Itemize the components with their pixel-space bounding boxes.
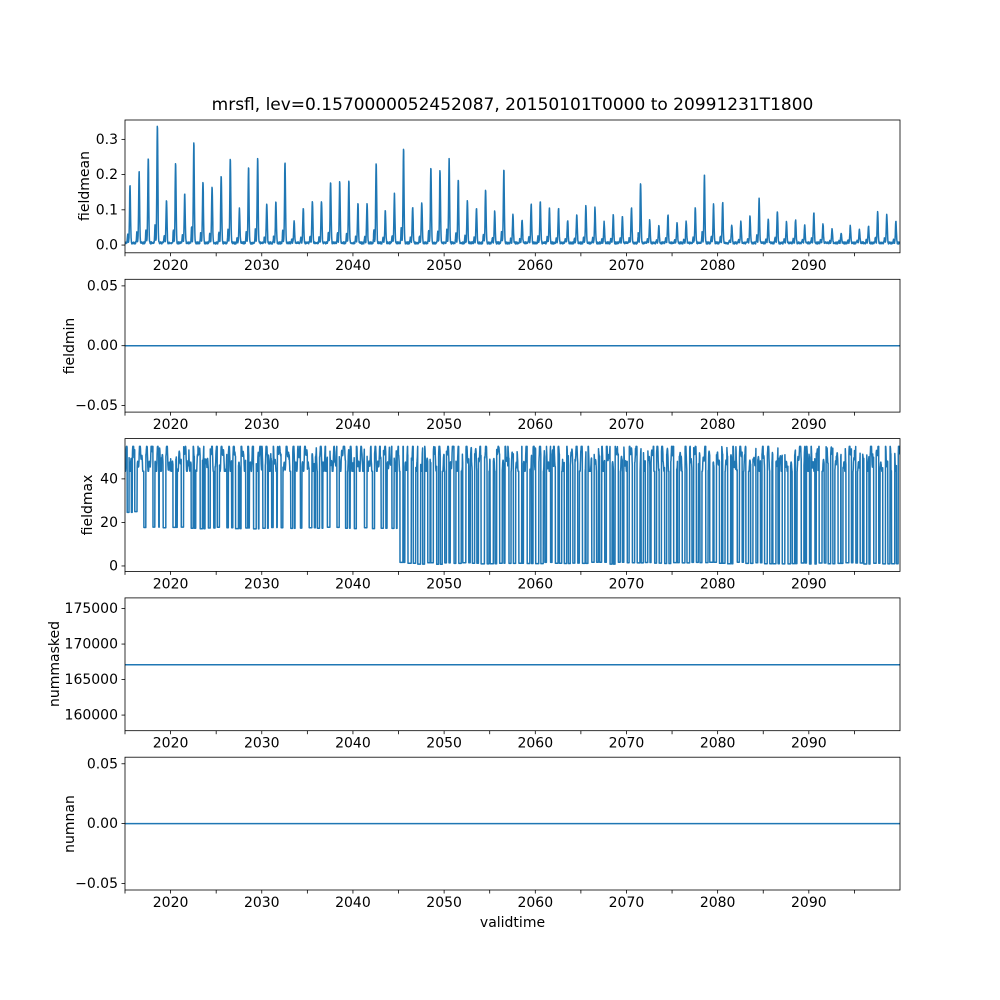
x-tick-label: 2060	[517, 257, 554, 274]
y-tick-label: 0.1	[95, 202, 118, 219]
y-tick-label: 0	[109, 558, 118, 575]
x-tick-label: 2060	[517, 576, 554, 593]
y-tick-label: 165000	[64, 672, 118, 689]
x-tick-label: 2080	[699, 576, 736, 593]
y-tick-label: 0.00	[86, 338, 118, 355]
x-tick-label: 2070	[608, 257, 645, 274]
y-tick-label: 175000	[64, 601, 118, 618]
x-tick-label: 2030	[243, 257, 280, 274]
x-tick-label: 2030	[243, 895, 280, 911]
y-tick-label: 40	[100, 471, 118, 488]
y-tick-label: 160000	[64, 707, 118, 724]
x-tick-label: 2070	[608, 417, 645, 434]
x-tick-label: 2050	[426, 735, 462, 752]
x-tick-label: 2020	[152, 735, 189, 752]
x-tick-label: 2080	[699, 257, 736, 274]
x-tick-label: 2020	[152, 895, 189, 911]
x-tick-label: 2090	[791, 257, 827, 274]
x-tick-label: 2080	[699, 417, 736, 434]
x-tick-label: 2060	[517, 417, 554, 434]
x-tick-label: 2070	[608, 895, 645, 911]
subplot-nummasked	[65, 598, 900, 752]
x-tick-label: 2040	[335, 257, 371, 274]
x-tick-label: 2020	[152, 576, 189, 593]
x-tick-label: 2020	[152, 257, 189, 274]
x-tick-label: 2030	[243, 576, 280, 593]
y-tick-label: 0.00	[86, 816, 118, 833]
x-tick-label: 2090	[791, 417, 827, 434]
x-tick-label: 2080	[699, 895, 736, 911]
y-tick-label: −0.05	[75, 875, 118, 892]
y-tick-label: 0.0	[95, 237, 118, 254]
subplot-numnan	[75, 756, 900, 911]
x-tick-label: 2030	[243, 417, 280, 434]
x-tick-label: 2050	[426, 417, 462, 434]
y-tick-label: 0.05	[86, 278, 118, 295]
x-tick-label: 2080	[699, 735, 736, 752]
subplot-fieldmax	[100, 439, 900, 593]
x-tick-label: 2060	[517, 895, 554, 911]
y-tick-label: 0.3	[95, 131, 118, 148]
x-tick-label: 2090	[791, 895, 827, 911]
x-tick-label: 2050	[426, 576, 462, 593]
x-tick-label: 2020	[152, 417, 189, 434]
series-line-fieldmax	[125, 446, 900, 564]
ylabel-fieldmean: fieldmean	[77, 151, 93, 221]
x-tick-label: 2050	[426, 895, 462, 911]
y-tick-label: 170000	[64, 636, 118, 653]
x-tick-label: 2040	[335, 895, 371, 911]
ylabel-fieldmin: fieldmin	[62, 317, 78, 375]
ylabel-numnan: numnan	[62, 795, 78, 853]
x-tick-label: 2040	[335, 576, 371, 593]
x-tick-label: 2090	[791, 735, 827, 752]
ylabel-nummasked: nummasked	[47, 620, 63, 708]
ylabel-fieldmax: fieldmax	[80, 474, 96, 536]
x-tick-label: 2030	[243, 735, 280, 752]
subplot-fieldmean	[96, 120, 900, 274]
y-tick-label: 0.2	[95, 167, 118, 184]
xlabel-validtime: validtime	[479, 915, 546, 931]
x-tick-label: 2040	[335, 735, 371, 752]
x-tick-label: 2050	[426, 257, 462, 274]
series-line-fieldmean	[125, 126, 900, 244]
y-tick-label: 0.05	[86, 756, 118, 773]
y-tick-label: −0.05	[75, 398, 118, 415]
x-tick-label: 2070	[608, 735, 645, 752]
chart-title: mrsfl, lev=0.1570000052452087, 20150101T0000 to 20991231T1800	[211, 95, 814, 115]
x-tick-label: 2070	[608, 576, 645, 593]
x-tick-label: 2090	[791, 576, 827, 593]
x-tick-label: 2040	[335, 417, 371, 434]
y-tick-label: 20	[100, 514, 118, 531]
x-tick-label: 2060	[517, 735, 554, 752]
subplot-fieldmin	[75, 278, 900, 433]
